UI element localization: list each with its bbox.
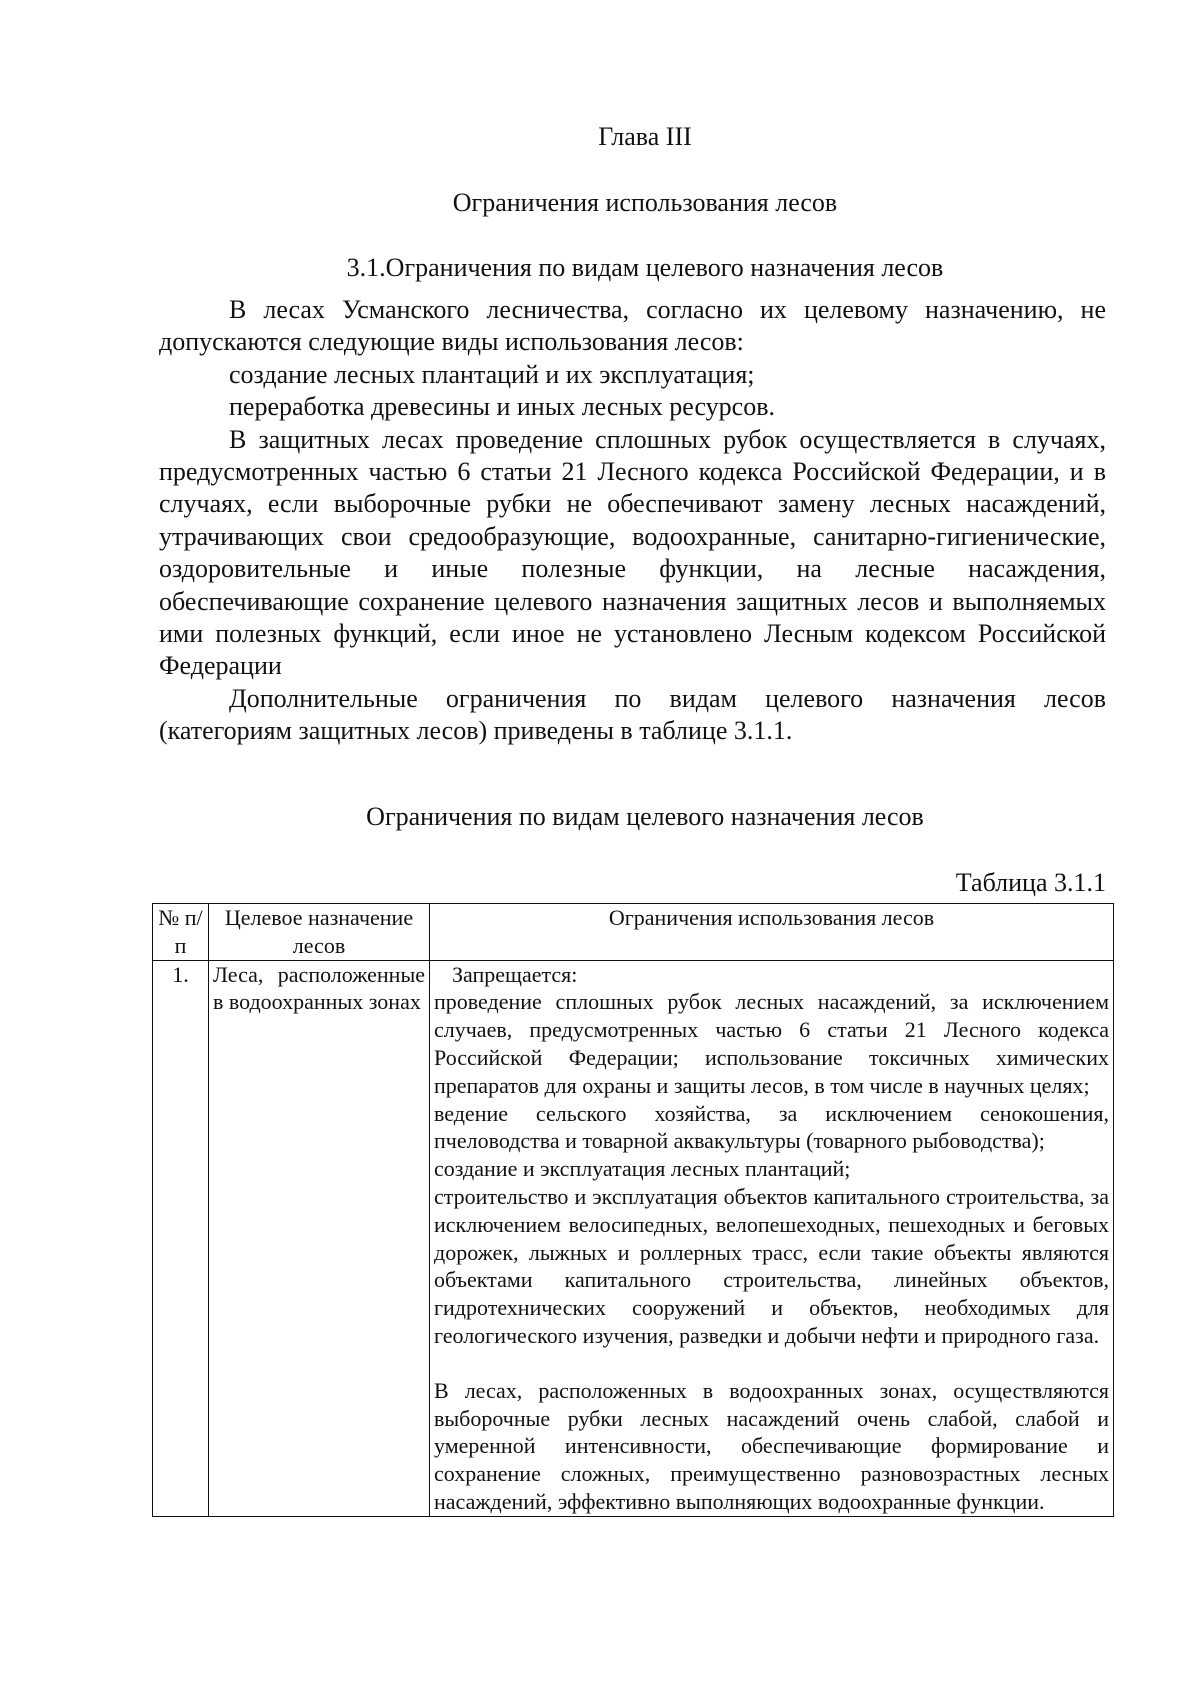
header-num: № п/п <box>153 904 209 961</box>
paragraph: В лесах Усманского лесничества, согласно их целевому назначению, не допускаются следующие виды использования лесов: <box>159 295 1106 357</box>
table-header-row <box>153 904 1114 961</box>
header-purpose: Целевое назначение лесов <box>209 904 430 961</box>
restriction-item: ведение сельского хозяйства, за исключением сенокошения, пчеловодства и товарной аквакультуры (товарного рыбоводства); <box>434 1100 1109 1154</box>
table-title: Ограничения по видам целевого назначения лесов <box>366 802 924 831</box>
row-purpose: Леса, расположенные в водоохранных зонах <box>209 960 430 1516</box>
row-restrictions <box>430 960 1114 1516</box>
paragraph: Дополнительные ограничения по видам целевого назначения лесов (категориям защитных лесов) приведены в таблице 3.1.1. <box>159 683 1106 746</box>
restriction-item: строительство и эксплуатация объектов капитального строительства, за исключением велосипедных, велопешеходных, пешеходных и беговых дорожек, лыжных и роллерных трасс, если такие объекты являются объектами капитального строительства, линейных объектов, гидротехнических сооружений и объектов, необходимых для геологического изучения, разведки и добычи нефти и природного газа. <box>434 1183 1109 1348</box>
table-row <box>153 960 1114 1516</box>
chapter-heading: Глава III <box>598 122 692 151</box>
restriction-lead: Запрещается: <box>452 961 578 987</box>
paragraph: В защитных лесах проведение сплошных рубок осуществляется в случаях, предусмотренных частью 6 статьи 21 Лесного кодекса Российской Федерации, и в случаях, если выборочные рубки не обеспечивают замену лесных насаждений, утрачивающих свои средообразующие, водоохранные, санитарно-гигиенические, оздоровительные и иные полезные функции, на лесные насаждения, обеспечивающие сохранение целевого назначения защитных лесов и выполняемых ими полезных функций, если иное не установлено Лесным кодексом Российской Федерации <box>159 424 1106 681</box>
restrictions-table <box>152 903 1114 1517</box>
paragraph-list-item: создание лесных плантаций и их эксплуатация; <box>229 359 755 389</box>
restriction-item: проведение сплошных рубок лесных насаждений, за исключением случаев, предусмотренных частью 6 статьи 21 Лесного кодекса Российской Федерации; использование токсичных химических препаратов для охраны и защиты лесов, в том числе в научных целях; <box>434 989 1109 1098</box>
table-number: Таблица 3.1.1 <box>955 868 1106 897</box>
section-title: Ограничения использования лесов <box>452 188 838 217</box>
restriction-note: В лесах, расположенных в водоохранных зонах, осуществляются выборочные рубки лесных насаждений очень слабой, слабой и умеренной интенсивности, обеспечивающие формирование и сохранение сложных, преимущественно разновозрастных лесных насаждений, эффективно выполняющих водоохранные функции. <box>434 1377 1109 1514</box>
row-num: 1. <box>153 960 209 1516</box>
header-restrictions: Ограничения использования лесов <box>430 904 1114 961</box>
body-text <box>159 294 1106 748</box>
paragraph-list-item: переработка древесины и иных лесных ресурсов. <box>229 392 775 422</box>
subsection-title: 3.1.Ограничения по видам целевого назначения лесов <box>346 253 944 282</box>
restriction-item: создание и эксплуатация лесных плантаций; <box>434 1156 851 1182</box>
